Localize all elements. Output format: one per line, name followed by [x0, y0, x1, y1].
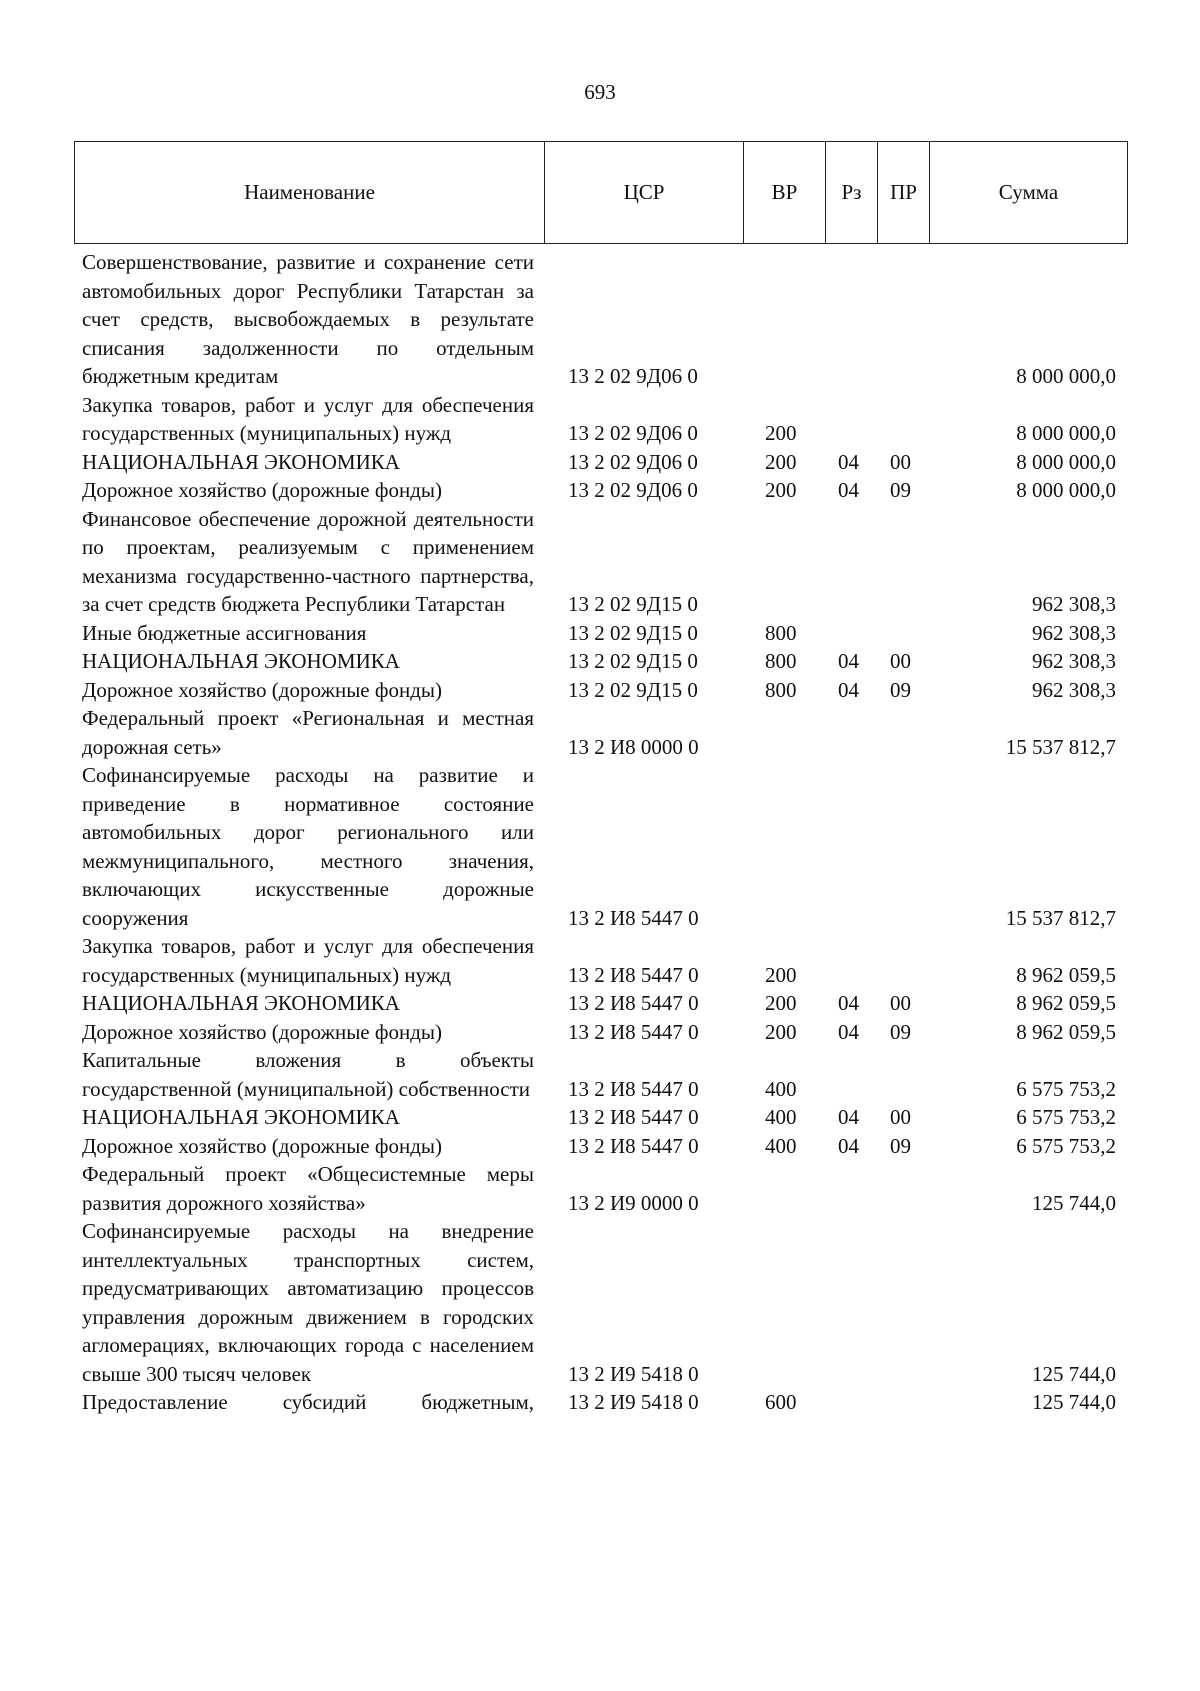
row-csr: 13 2 И9 0000 0	[568, 1190, 699, 1215]
row-csr: 13 2 И9 5418 0	[568, 1361, 699, 1386]
row-vr: 400	[765, 1105, 797, 1129]
row-name: Закупка товаров, работ и услуг для обеспечения государственных (муниципальных) нужд	[82, 934, 534, 987]
row-sum: 8 962 059,5	[1016, 962, 1116, 987]
row-csr: 13 2 И8 5447 0	[568, 991, 699, 1015]
row-name: Дорожное хозяйство (дорожные фонды)	[82, 1133, 443, 1158]
row-name: Дорожное хозяйство (дорожные фонды)	[82, 677, 443, 702]
row-csr: 13 2 02 9Д15 0	[568, 649, 698, 673]
row-csr: 13 2 И8 5447 0	[568, 905, 699, 930]
row-pr: 00	[890, 1105, 911, 1129]
row-vr: 200	[765, 962, 797, 987]
row-rz: 04	[838, 1105, 859, 1129]
header-csr: ЦСР	[545, 142, 744, 243]
page-number: 693	[584, 80, 616, 104]
row-sum: 962 308,3	[1032, 620, 1116, 645]
table-row	[82, 476, 1122, 505]
header-rz: Рз	[826, 142, 878, 243]
row-sum: 15 537 812,7	[1005, 734, 1116, 759]
row-sum: 8 000 000,0	[1016, 449, 1116, 474]
table-row	[82, 704, 1122, 761]
row-name: НАЦИОНАЛЬНАЯ ЭКОНОМИКА	[82, 449, 400, 474]
row-csr: 13 2 И8 0000 0	[568, 734, 699, 759]
row-csr: 13 2 И8 5447 0	[568, 1019, 699, 1044]
row-name: Федеральный проект «Региональная и местная дорожная сеть»	[82, 706, 534, 759]
row-rz: 04	[838, 1019, 859, 1044]
row-vr: 800	[765, 677, 797, 702]
row-csr: 13 2 И8 5447 0	[568, 1076, 699, 1101]
row-name: Капитальные вложения в объекты государственной (муниципальной) собственности	[82, 1048, 534, 1101]
row-sum: 8 000 000,0	[1016, 478, 1116, 502]
table-row	[82, 619, 1122, 648]
table-row	[82, 1103, 1122, 1132]
row-name: Финансовое обеспечение дорожной деятельности по проектам, реализуемым с применением механизма государственно-частного партнерства, за счет средств бюджета Республики Татарстан	[82, 506, 534, 616]
table-header	[74, 141, 1128, 244]
row-csr: 13 2 И9 5418 0	[568, 1390, 699, 1414]
row-rz: 04	[838, 649, 859, 673]
table-row	[82, 248, 1122, 391]
row-sum: 962 308,3	[1032, 592, 1116, 616]
row-sum: 8 962 059,5	[1016, 991, 1116, 1015]
row-sum: 6 575 753,2	[1016, 1076, 1116, 1101]
row-rz: 04	[838, 478, 859, 502]
row-pr: 09	[890, 478, 911, 502]
row-vr: 200	[765, 991, 797, 1015]
table-row	[82, 989, 1122, 1018]
row-sum: 15 537 812,7	[1005, 905, 1116, 930]
row-sum: 8 000 000,0	[1016, 364, 1116, 388]
row-rz: 04	[838, 991, 859, 1015]
row-name: НАЦИОНАЛЬНАЯ ЭКОНОМИКА	[82, 1105, 400, 1129]
row-name: Предоставление субсидий бюджетным,	[82, 1390, 534, 1414]
row-sum: 125 744,0	[1032, 1361, 1116, 1386]
row-sum: 8 000 000,0	[1016, 421, 1116, 445]
row-csr: 13 2 02 9Д15 0	[568, 592, 698, 616]
row-name: Дорожное хозяйство (дорожные фонды)	[82, 1019, 443, 1044]
row-csr: 13 2 И8 5447 0	[568, 1133, 699, 1158]
row-name: Закупка товаров, работ и услуг для обеспечения государственных (муниципальных) нужд	[82, 392, 534, 445]
row-rz: 04	[838, 1133, 859, 1158]
table-row	[82, 505, 1122, 619]
row-csr: 13 2 И8 5447 0	[568, 1105, 699, 1129]
table-row	[82, 647, 1122, 676]
row-vr: 800	[765, 649, 797, 673]
row-sum: 8 962 059,5	[1016, 1019, 1116, 1044]
row-name: НАЦИОНАЛЬНАЯ ЭКОНОМИКА	[82, 991, 400, 1015]
row-csr: 13 2 02 9Д06 0	[568, 421, 698, 445]
header-name: Наименование	[75, 142, 545, 243]
header-sum: Сумма	[998, 180, 1059, 204]
row-sum: 125 744,0	[1032, 1190, 1116, 1215]
row-csr: 13 2 02 9Д06 0	[568, 478, 698, 502]
row-rz: 04	[838, 677, 859, 702]
table-row	[82, 932, 1122, 989]
table-row	[82, 1018, 1122, 1047]
row-name: Иные бюджетные ассигнования	[82, 620, 367, 645]
table-row	[82, 1388, 1122, 1417]
row-name: Федеральный проект «Общесистемные меры развития дорожного хозяйства»	[82, 1162, 534, 1215]
row-pr: 09	[890, 1019, 911, 1044]
row-vr: 600	[765, 1390, 797, 1414]
table-row	[82, 448, 1122, 477]
table-row	[82, 1132, 1122, 1161]
table-row	[82, 391, 1122, 448]
header-vr: ВР	[744, 142, 826, 243]
row-pr: 00	[890, 449, 911, 474]
row-name: НАЦИОНАЛЬНАЯ ЭКОНОМИКА	[82, 649, 400, 673]
row-csr: 13 2 02 9Д06 0	[568, 364, 698, 388]
row-sum: 6 575 753,2	[1016, 1133, 1116, 1158]
row-name: Софинансируемые расходы на внедрение интеллектуальных транспортных систем, предусматривающих автоматизацию процессов управления дорожным движением в городских агломерациях, включающих города с населением свыше 300 тысяч человек	[82, 1219, 534, 1386]
row-vr: 200	[765, 1019, 797, 1044]
row-pr: 09	[890, 677, 911, 702]
row-vr: 400	[765, 1076, 797, 1101]
row-csr: 13 2 02 9Д15 0	[568, 620, 698, 645]
row-pr: 00	[890, 649, 911, 673]
row-sum: 962 308,3	[1032, 649, 1116, 673]
row-csr: 13 2 02 9Д06 0	[568, 449, 698, 474]
row-vr: 200	[765, 421, 797, 445]
row-csr: 13 2 02 9Д15 0	[568, 677, 698, 702]
row-vr: 200	[765, 478, 797, 502]
table-row	[82, 1046, 1122, 1103]
row-name: Дорожное хозяйство (дорожные фонды)	[82, 478, 443, 502]
row-vr: 200	[765, 449, 797, 474]
table-row	[82, 761, 1122, 932]
table-row	[82, 1217, 1122, 1388]
row-sum: 125 744,0	[1032, 1390, 1116, 1414]
row-name: Совершенствование, развитие и сохранение сети автомобильных дорог Республики Татарстан за счет средств, высвобождаемых в результате списания задолженности по отдельным бюджетным кредитам	[82, 250, 534, 388]
table-row	[82, 1160, 1122, 1217]
row-pr: 09	[890, 1133, 911, 1158]
row-vr: 800	[765, 620, 797, 645]
row-sum: 6 575 753,2	[1016, 1105, 1116, 1129]
row-name: Софинансируемые расходы на развитие и приведение в нормативное состояние автомобильных дорог регионального или межмуниципального, местного значения, включающих искусственные дорожные сооружения	[82, 763, 534, 930]
header-pr: ПР	[878, 142, 930, 243]
table-row	[82, 676, 1122, 705]
row-pr: 00	[890, 991, 911, 1015]
row-sum: 962 308,3	[1032, 677, 1116, 702]
row-vr: 400	[765, 1133, 797, 1158]
row-csr: 13 2 И8 5447 0	[568, 962, 699, 987]
table-body	[82, 248, 1122, 1417]
row-rz: 04	[838, 449, 859, 474]
